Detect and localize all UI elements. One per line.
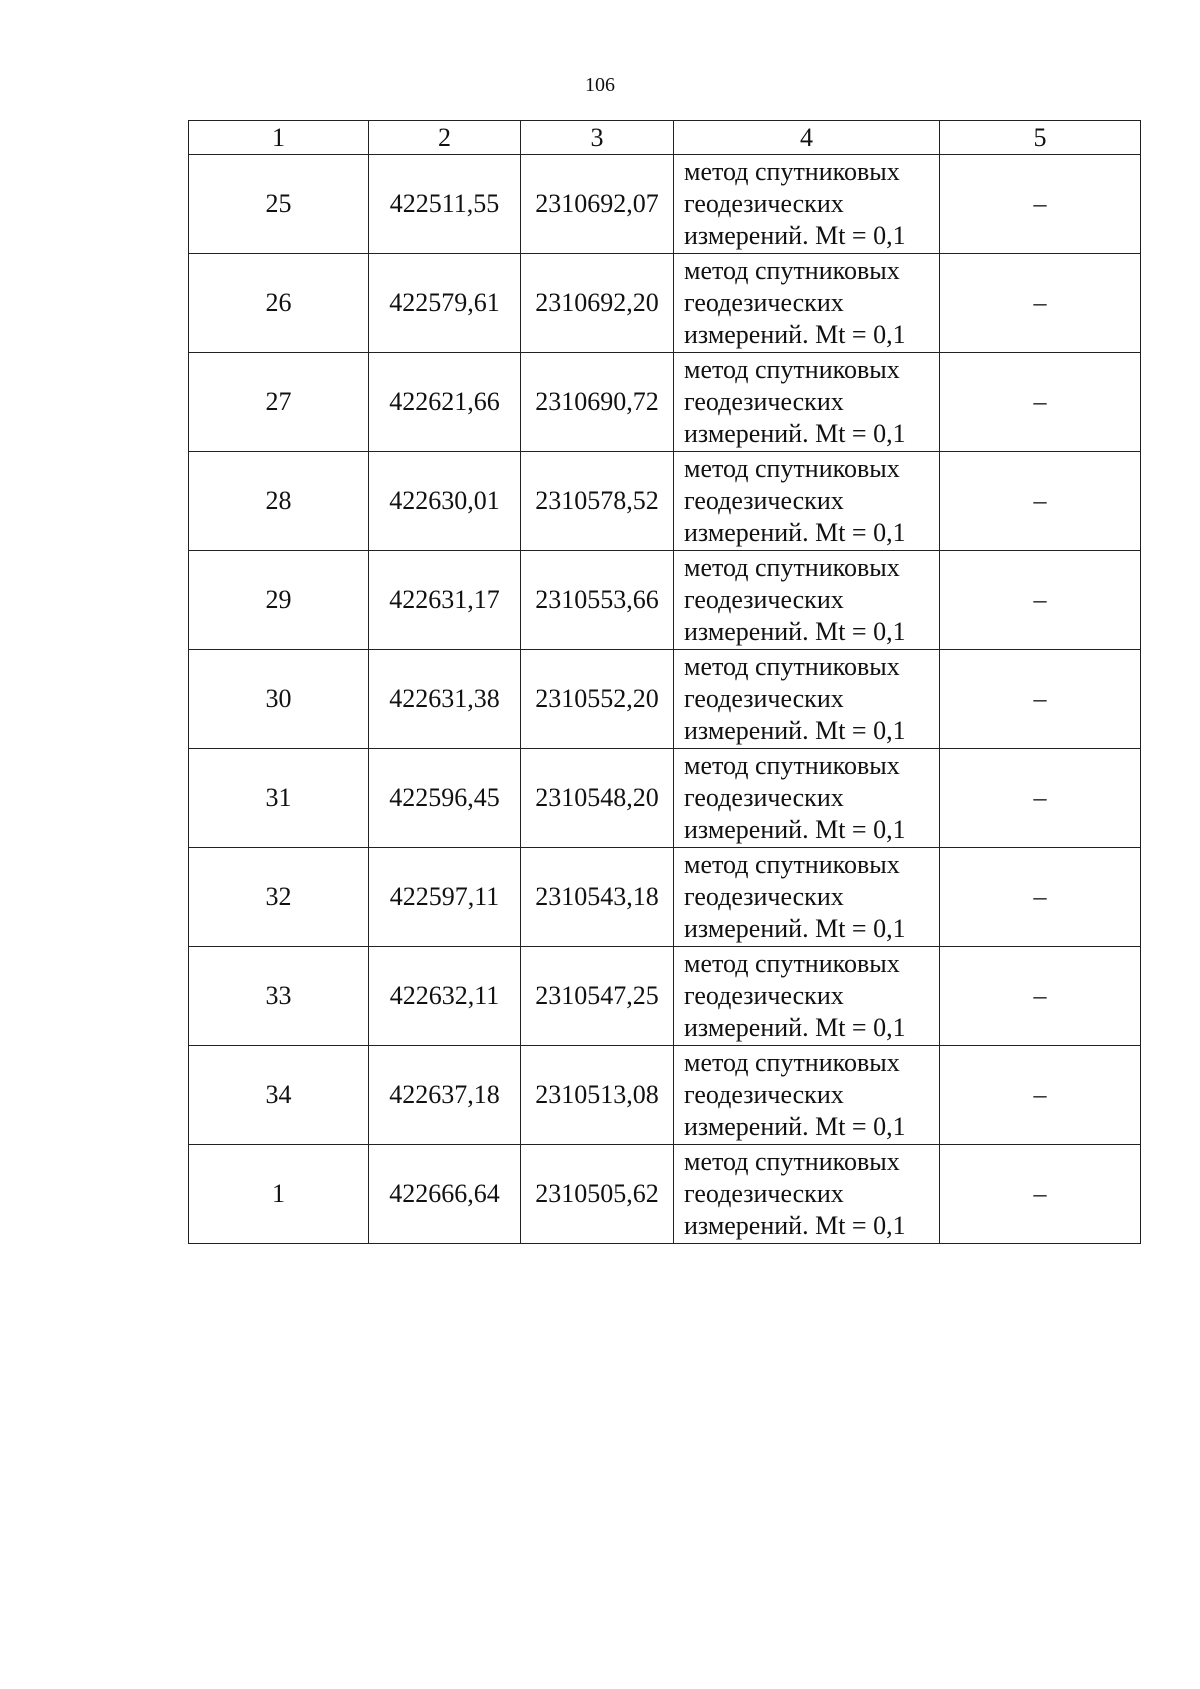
point-number-cell: 25 (189, 155, 369, 254)
point-number-cell: 34 (189, 1046, 369, 1145)
method-cell (674, 650, 940, 749)
x-coordinate-cell: 422631,17 (369, 551, 521, 650)
method-line-2: геодезических (684, 585, 844, 614)
method-line-1: метод спутниковых (684, 949, 900, 978)
method-line-2: геодезических (684, 684, 844, 713)
method-line-1: метод спутниковых (684, 850, 900, 879)
point-number-cell: 26 (189, 254, 369, 353)
coordinates-table (188, 120, 1141, 1244)
method-cell (674, 1046, 940, 1145)
method-cell (674, 749, 940, 848)
method-cell (674, 551, 940, 650)
x-coordinate-cell: 422597,11 (369, 848, 521, 947)
y-coordinate-cell: 2310552,20 (521, 650, 674, 749)
method-cell (674, 1145, 940, 1244)
y-coordinate-cell: 2310578,52 (521, 452, 674, 551)
point-number-cell: 27 (189, 353, 369, 452)
method-line-3: измерений. Mt = 0,1 (684, 320, 906, 349)
header-col-5: 5 (940, 121, 1141, 155)
method-line-3: измерений. Mt = 0,1 (684, 1112, 906, 1141)
y-coordinate-cell: 2310690,72 (521, 353, 674, 452)
note-cell: – (940, 947, 1141, 1046)
method-line-1: метод спутниковых (684, 256, 900, 285)
y-coordinate-cell: 2310543,18 (521, 848, 674, 947)
method-line-1: метод спутниковых (684, 553, 900, 582)
method-line-2: геодезических (684, 486, 844, 515)
header-col-3: 3 (521, 121, 674, 155)
method-line-2: геодезических (684, 387, 844, 416)
method-line-2: геодезических (684, 882, 844, 911)
method-line-3: измерений. Mt = 0,1 (684, 518, 906, 547)
method-line-3: измерений. Mt = 0,1 (684, 221, 906, 250)
method-line-3: измерений. Mt = 0,1 (684, 1013, 906, 1042)
point-number-cell: 30 (189, 650, 369, 749)
y-coordinate-cell: 2310692,07 (521, 155, 674, 254)
table-row (189, 1046, 1141, 1145)
page-number: 106 (585, 74, 615, 96)
point-number-cell: 28 (189, 452, 369, 551)
y-coordinate-cell: 2310513,08 (521, 1046, 674, 1145)
point-number-cell: 33 (189, 947, 369, 1046)
x-coordinate-cell: 422637,18 (369, 1046, 521, 1145)
point-number-cell: 31 (189, 749, 369, 848)
header-row (189, 121, 1141, 155)
y-coordinate-cell: 2310547,25 (521, 947, 674, 1046)
method-line-2: геодезических (684, 1080, 844, 1109)
header-col-4: 4 (674, 121, 940, 155)
method-line-3: измерений. Mt = 0,1 (684, 1211, 906, 1240)
note-cell: – (940, 1145, 1141, 1244)
y-coordinate-cell: 2310553,66 (521, 551, 674, 650)
method-cell (674, 155, 940, 254)
method-cell (674, 254, 940, 353)
point-number-cell: 32 (189, 848, 369, 947)
method-cell (674, 947, 940, 1046)
x-coordinate-cell: 422621,66 (369, 353, 521, 452)
table-row (189, 749, 1141, 848)
note-cell: – (940, 452, 1141, 551)
note-cell: – (940, 254, 1141, 353)
table-row (189, 1145, 1141, 1244)
point-number-cell: 29 (189, 551, 369, 650)
y-coordinate-cell: 2310505,62 (521, 1145, 674, 1244)
method-line-3: измерений. Mt = 0,1 (684, 914, 906, 943)
x-coordinate-cell: 422630,01 (369, 452, 521, 551)
point-number-cell: 1 (189, 1145, 369, 1244)
header-col-2: 2 (369, 121, 521, 155)
table-row (189, 848, 1141, 947)
x-coordinate-cell: 422632,11 (369, 947, 521, 1046)
method-line-2: геодезических (684, 189, 844, 218)
method-line-2: геодезических (684, 981, 844, 1010)
note-cell: – (940, 551, 1141, 650)
table-row (189, 254, 1141, 353)
note-cell: – (940, 749, 1141, 848)
x-coordinate-cell: 422596,45 (369, 749, 521, 848)
table-row (189, 551, 1141, 650)
method-line-2: геодезических (684, 783, 844, 812)
header-col-1: 1 (189, 121, 369, 155)
method-line-2: геодезических (684, 288, 844, 317)
method-line-1: метод спутниковых (684, 751, 900, 780)
table-row (189, 947, 1141, 1046)
table-row (189, 650, 1141, 749)
table-row (189, 155, 1141, 254)
note-cell: – (940, 650, 1141, 749)
method-line-1: метод спутниковых (684, 454, 900, 483)
x-coordinate-cell: 422511,55 (369, 155, 521, 254)
y-coordinate-cell: 2310692,20 (521, 254, 674, 353)
table-body (189, 155, 1141, 1244)
method-cell (674, 452, 940, 551)
method-line-1: метод спутниковых (684, 1147, 900, 1176)
method-line-1: метод спутниковых (684, 157, 900, 186)
method-line-2: геодезических (684, 1179, 844, 1208)
method-line-3: измерений. Mt = 0,1 (684, 419, 906, 448)
note-cell: – (940, 848, 1141, 947)
method-line-3: измерений. Mt = 0,1 (684, 716, 906, 745)
method-line-3: измерений. Mt = 0,1 (684, 815, 906, 844)
method-line-1: метод спутниковых (684, 652, 900, 681)
y-coordinate-cell: 2310548,20 (521, 749, 674, 848)
note-cell: – (940, 1046, 1141, 1145)
x-coordinate-cell: 422579,61 (369, 254, 521, 353)
table-row (189, 353, 1141, 452)
note-cell: – (940, 353, 1141, 452)
method-cell (674, 353, 940, 452)
method-line-1: метод спутниковых (684, 1048, 900, 1077)
method-line-3: измерений. Mt = 0,1 (684, 617, 906, 646)
note-cell: – (940, 155, 1141, 254)
table-row (189, 452, 1141, 551)
x-coordinate-cell: 422666,64 (369, 1145, 521, 1244)
method-line-1: метод спутниковых (684, 355, 900, 384)
x-coordinate-cell: 422631,38 (369, 650, 521, 749)
method-cell (674, 848, 940, 947)
